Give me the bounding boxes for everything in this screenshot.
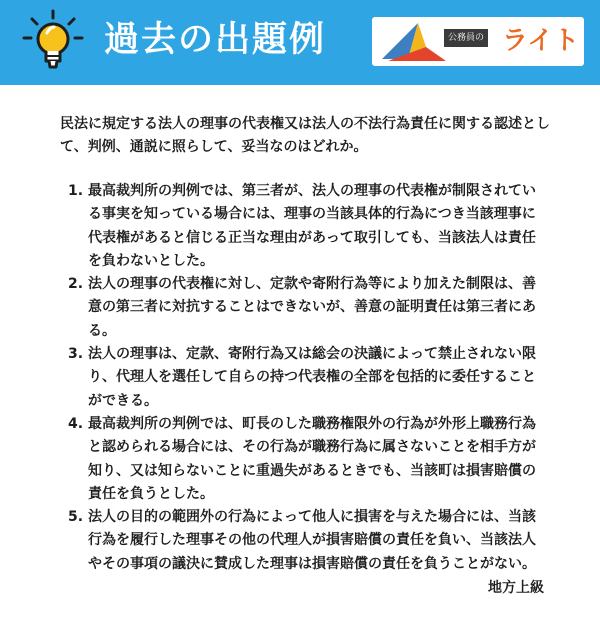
option-item-5: [68, 506, 546, 576]
page-title: 過去の出題例: [104, 20, 327, 60]
option-text: 法人の理事は、定款、寄附行為又は総会の決議によって禁止されない限り、代理人を選任して自らの持つ代表権の全部を包括的に委任することができる。: [88, 346, 536, 409]
option-item-3: [68, 343, 546, 413]
option-item-2: [68, 273, 546, 343]
option-number: 1.: [68, 183, 84, 199]
logo-subtext: 公務員の: [444, 29, 488, 47]
option-number: 5.: [68, 509, 84, 526]
option-item-1: [68, 180, 546, 273]
option-number: 3.: [68, 346, 84, 363]
logo-mark-icon: [378, 21, 450, 63]
option-text: 法人の理事の代表権に対し、定款や寄附行為等により加えた制限は、善意の第三者に対抗することはできないが、善意の証明責任は第三者にある。: [88, 276, 536, 339]
option-text: 法人の目的の範囲外の行為によって他人に損害を与えた場合には、当該行為を履行した理事その他の代理人が損害賠償の責任を負い、当該法人やその事項の議決に賛成した理事は損害賠償の責任を負うことがない。: [88, 509, 536, 572]
option-text: 最高裁判所の判例では、町長のした職務権限外の行為が外形上職務行為と認められる場合には、その行為が職務行為に属さないことを相手方が知り、又は知らないことに重過失があるときでも、当該町は損害賠償の責任を負うとした。: [88, 415, 536, 502]
option-number: 4.: [68, 415, 84, 432]
option-number: 2.: [68, 276, 84, 293]
header-banner: [0, 0, 600, 85]
answer-options: [68, 180, 546, 576]
exam-source-label: 地方上級: [488, 580, 544, 596]
logo-text: ライト: [502, 26, 580, 56]
option-text: 最高裁判所の判例では、第三者が、法人の理事の代表権が制限されている事実を知っている場合には、理事の当該具体的行為につき当該理事に代表権があると信じる正当な理由があって取引しても、当該法人は責任を負わないとした。: [88, 183, 536, 269]
question-text: 民法に規定する法人の理事の代表権又は法人の不法行為責任に関する認述として、判例、通説に照らして、妥当なのはどれか。: [60, 116, 550, 155]
brand-logo: [372, 17, 584, 66]
option-item-4: [68, 413, 546, 506]
lightbulb-icon: [22, 9, 84, 75]
